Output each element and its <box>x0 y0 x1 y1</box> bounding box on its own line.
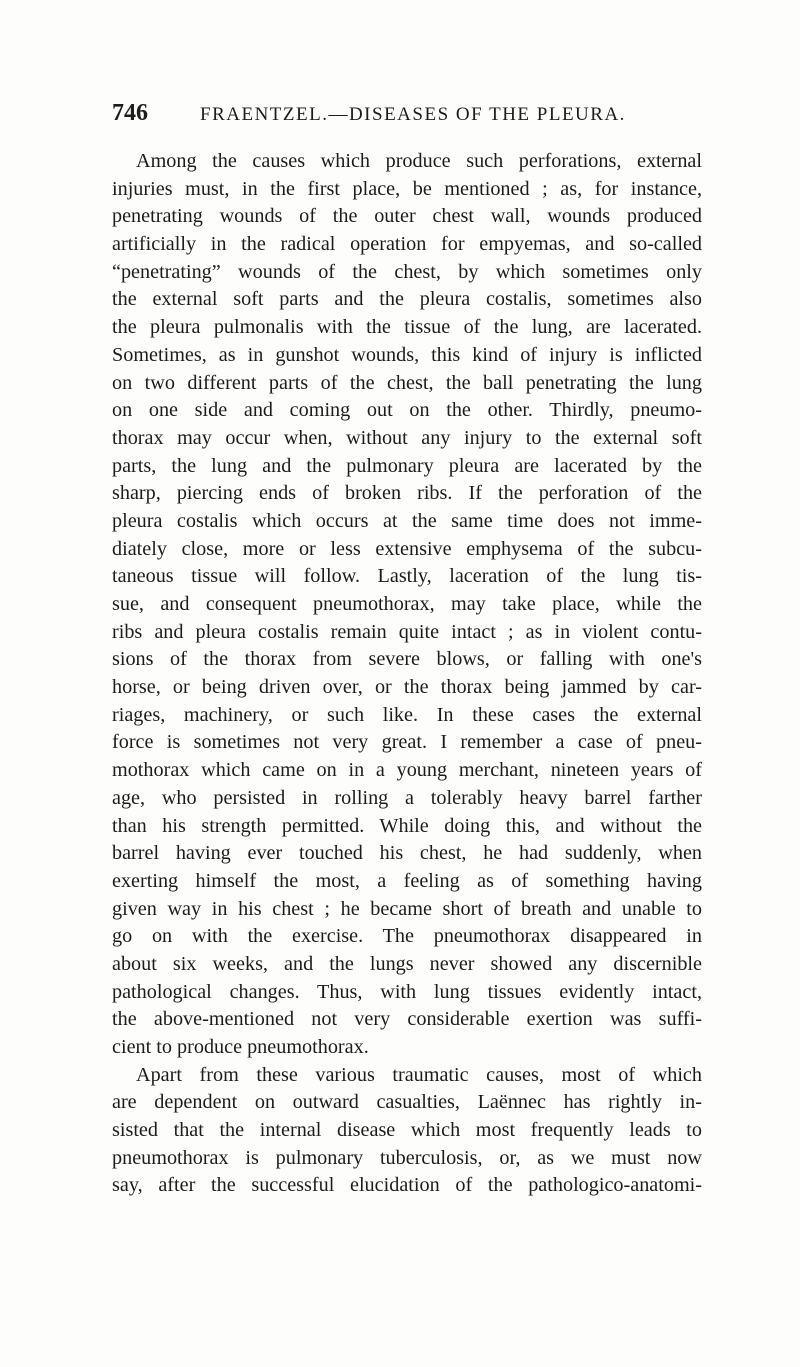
text-line: riages, machinery, or such like. In these cases the external <box>112 703 702 726</box>
text-line: exerting himself the most, a feeling as of something having <box>112 869 702 892</box>
text-line: are dependent on outward casualties, Laënnec has rightly in- <box>112 1091 702 1114</box>
text-line: penetrating wounds of the outer chest wall, wounds produced <box>112 205 702 228</box>
running-head <box>112 100 712 134</box>
text-line: about six weeks, and the lungs never showed any discernible <box>112 952 702 975</box>
text-line: diately close, more or less extensive emphysema of the subcu- <box>112 537 702 560</box>
text-line: cient to produce pneumothorax. <box>112 1036 369 1058</box>
text-line: horse, or being driven over, or the thorax being jammed by car- <box>112 676 702 699</box>
text-line: go on with the exercise. The pneumothorax disappeared in <box>112 925 702 948</box>
text-line: mothorax which came on in a young merchant, nineteen years of <box>112 759 702 782</box>
text-line: “penetrating” wounds of the chest, by which sometimes only <box>112 260 702 283</box>
text-line: taneous tissue will follow. Lastly, laceration of the lung tis- <box>112 565 702 588</box>
text-line: given way in his chest ; he became short of breath and unable to <box>112 897 702 920</box>
text-line: sharp, piercing ends of broken ribs. If the perforation of the <box>112 482 702 505</box>
text-line: artificially in the radical operation for empyemas, and so-called <box>112 233 702 256</box>
text-line: the pleura pulmonalis with the tissue of the lung, are lacerated. <box>112 316 702 339</box>
text-line: than his strength permitted. While doing this, and without the <box>112 814 702 837</box>
body-text <box>112 148 702 1200</box>
text-line: Sometimes, as in gunshot wounds, this kind of injury is inflicted <box>112 343 702 366</box>
text-line: pleura costalis which occurs at the same time does not imme- <box>112 509 702 532</box>
page-number: 746 <box>112 100 148 126</box>
text-line: barrel having ever touched his chest, he had suddenly, when <box>112 842 702 865</box>
text-line: sue, and consequent pneumothorax, may take place, while the <box>112 593 702 615</box>
text-line: the external soft parts and the pleura costalis, sometimes also <box>112 288 702 311</box>
text-line: on one side and coming out on the other. Thirdly, pneumo- <box>112 399 702 422</box>
text-line: sisted that the internal disease which most frequently leads to <box>112 1119 702 1142</box>
text-line: pathological changes. Thus, with lung tissues evidently intact, <box>112 980 702 1003</box>
text-line: pneumothorax is pulmonary tuberculosis, or, as we must now <box>112 1146 702 1169</box>
text-line: say, after the successful elucidation of the pathologico-anatomi- <box>112 1174 702 1197</box>
text-line: Among the causes which produce such perforations, external <box>136 150 702 172</box>
text-line: ribs and pleura costalis remain quite intact ; as in violent contu- <box>112 620 702 643</box>
text-line: on two different parts of the chest, the ball penetrating the lung <box>112 371 702 394</box>
text-line: sions of the thorax from severe blows, or falling with one's <box>112 648 702 671</box>
text-line: force is sometimes not very great. I remember a case of pneu- <box>112 731 702 754</box>
text-line: parts, the lung and the pulmonary pleura are lacerated by the <box>112 454 702 477</box>
running-title: FRAENTZEL.—DISEASES OF THE PLEURA. <box>200 104 626 125</box>
text-line: the above-mentioned not very considerable exertion was suffi- <box>112 1008 702 1031</box>
text-line: age, who persisted in rolling a tolerably heavy barrel farther <box>112 786 702 809</box>
text-line: thorax may occur when, without any injury to the external soft <box>112 426 702 449</box>
text-line: Apart from these various traumatic causes, most of which <box>136 1063 702 1086</box>
text-line: injuries must, in the first place, be mentioned ; as, for instance, <box>112 177 702 200</box>
